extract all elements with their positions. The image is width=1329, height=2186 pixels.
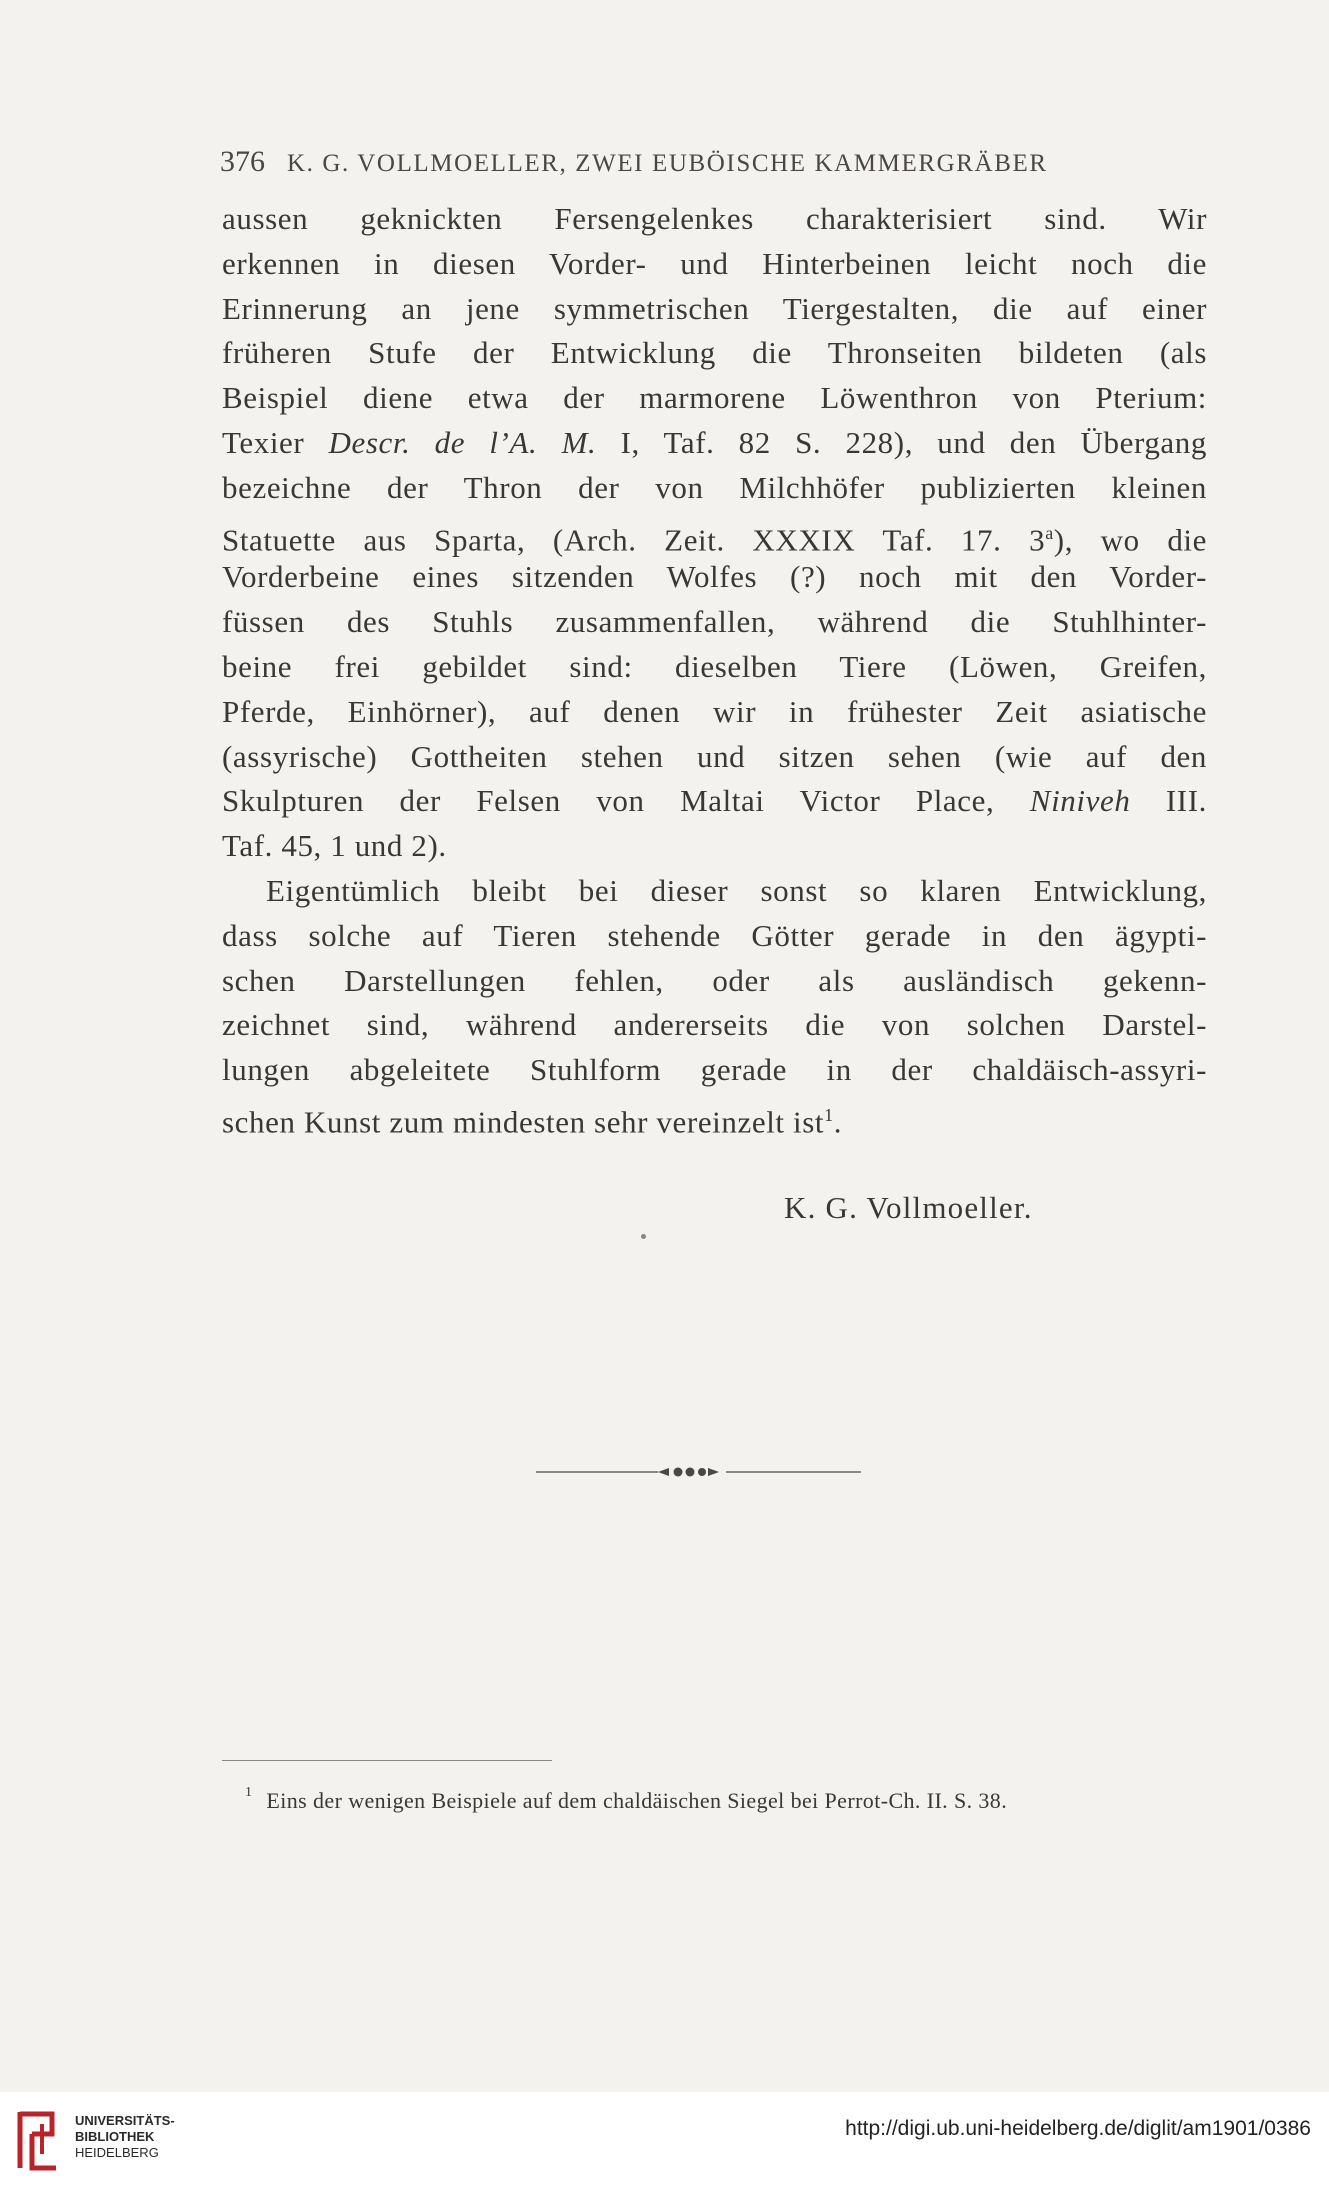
text-line: erkennen in diesen Vorder- und Hinterbeinen leicht noch die <box>222 245 1207 281</box>
footnote-mark: 1 <box>245 1784 253 1800</box>
text-line <box>222 779 1207 824</box>
text-line: bezeichne der Thron der von Milchhöfer publizierten kleinen <box>222 469 1207 505</box>
text-segment: ), wo die <box>1053 521 1208 557</box>
ink-speck <box>641 1234 646 1239</box>
footnote-rule <box>222 1760 552 1761</box>
text-segment: Statuette aus Sparta, (Arch. Zeit. XXXIX Taf. 17. 3 <box>222 521 1046 557</box>
body-text <box>222 197 1207 1138</box>
text-line: schen Darstellungen fehlen, oder als ausländisch gekenn- <box>222 962 1207 998</box>
text-line: lungen abgeleitete Stuhlform gerade in der chaldäisch-assyri- <box>222 1052 1207 1088</box>
text-segment: schen Kunst zum mindesten sehr vereinzelt ist <box>222 1104 825 1140</box>
citation-italic: Descr. de l’A. M. <box>328 424 597 460</box>
footnote-text: Eins der wenigen Beispiele auf dem chaldäischen Siegel bei Perrot-Ch. II. S. 38. <box>266 1788 1008 1813</box>
page-number: 376 <box>220 145 265 178</box>
text-line: zeichnet sind, während andererseits die von solchen Darstel- <box>222 1007 1207 1043</box>
text-line: füssen des Stuhls zusammenfallen, während die Stuhlhinter- <box>222 604 1207 640</box>
text-line: Eigentümlich bleibt bei dieser sonst so klaren Entwicklung, <box>266 872 1207 908</box>
citation-italic: Niniveh <box>1029 783 1131 819</box>
library-name-line: BIBLIOTHEK <box>75 2129 155 2144</box>
text-segment: III. <box>1130 783 1207 819</box>
library-name-line: HEIDELBERG <box>75 2145 159 2160</box>
footnote <box>245 1784 1205 1814</box>
section-divider-ornament <box>536 1464 861 1480</box>
text-line: Vorderbeine eines sitzenden Wolfes (?) noch mit den Vorder- <box>222 559 1207 595</box>
footnote-reference: 1 <box>824 1104 834 1125</box>
text-line <box>222 511 1207 556</box>
text-line: dass solche auf Tieren stehende Götter gerade in den ägypti- <box>222 917 1207 953</box>
text-line: beine frei gebildet sind: dieselben Tiere (Löwen, Greifen, <box>222 648 1207 684</box>
text-line: Beispiel diene etwa der marmorene Löwenthron von Pterium: <box>222 380 1207 416</box>
superscript: a <box>1045 522 1054 543</box>
text-line <box>222 1093 1207 1138</box>
running-head <box>220 145 1140 179</box>
author-signature: K. G. Vollmoeller. <box>784 1190 1033 1225</box>
text-line: früheren Stufe der Entwicklung die Thronseiten bildeten (als <box>222 335 1207 371</box>
text-line: Taf. 45, 1 und 2). <box>222 828 447 864</box>
source-url-link[interactable]: http://digi.ub.uni-heidelberg.de/diglit/am1901/0386 <box>845 2117 1311 2140</box>
library-name <box>75 2113 175 2161</box>
text-segment: Skulpturen der Felsen von Maltai Victor Place, <box>222 783 1030 819</box>
text-segment: I, Taf. 82 S. 228), und den Übergang <box>596 424 1207 460</box>
text-segment: . <box>833 1104 843 1140</box>
text-line: (assyrische) Gottheiten stehen und sitzen sehen (wie auf den <box>222 738 1207 774</box>
library-name-line: UNIVERSITÄTS- <box>75 2113 175 2128</box>
text-line: Erinnerung an jene symmetrischen Tiergestalten, die auf einer <box>222 290 1207 326</box>
running-title: K. G. VOLLMOELLER, ZWEI EUBÖISCHE KAMMERGRÄBER <box>287 150 1048 177</box>
text-line: Pferde, Einhörner), auf denen wir in frühester Zeit asiatische <box>222 693 1207 729</box>
library-logo-icon <box>12 2108 62 2172</box>
text-segment: Texier <box>222 424 329 460</box>
text-line: aussen geknickten Fersengelenkes charakterisiert sind. Wir <box>222 201 1207 236</box>
text-line <box>222 421 1207 466</box>
